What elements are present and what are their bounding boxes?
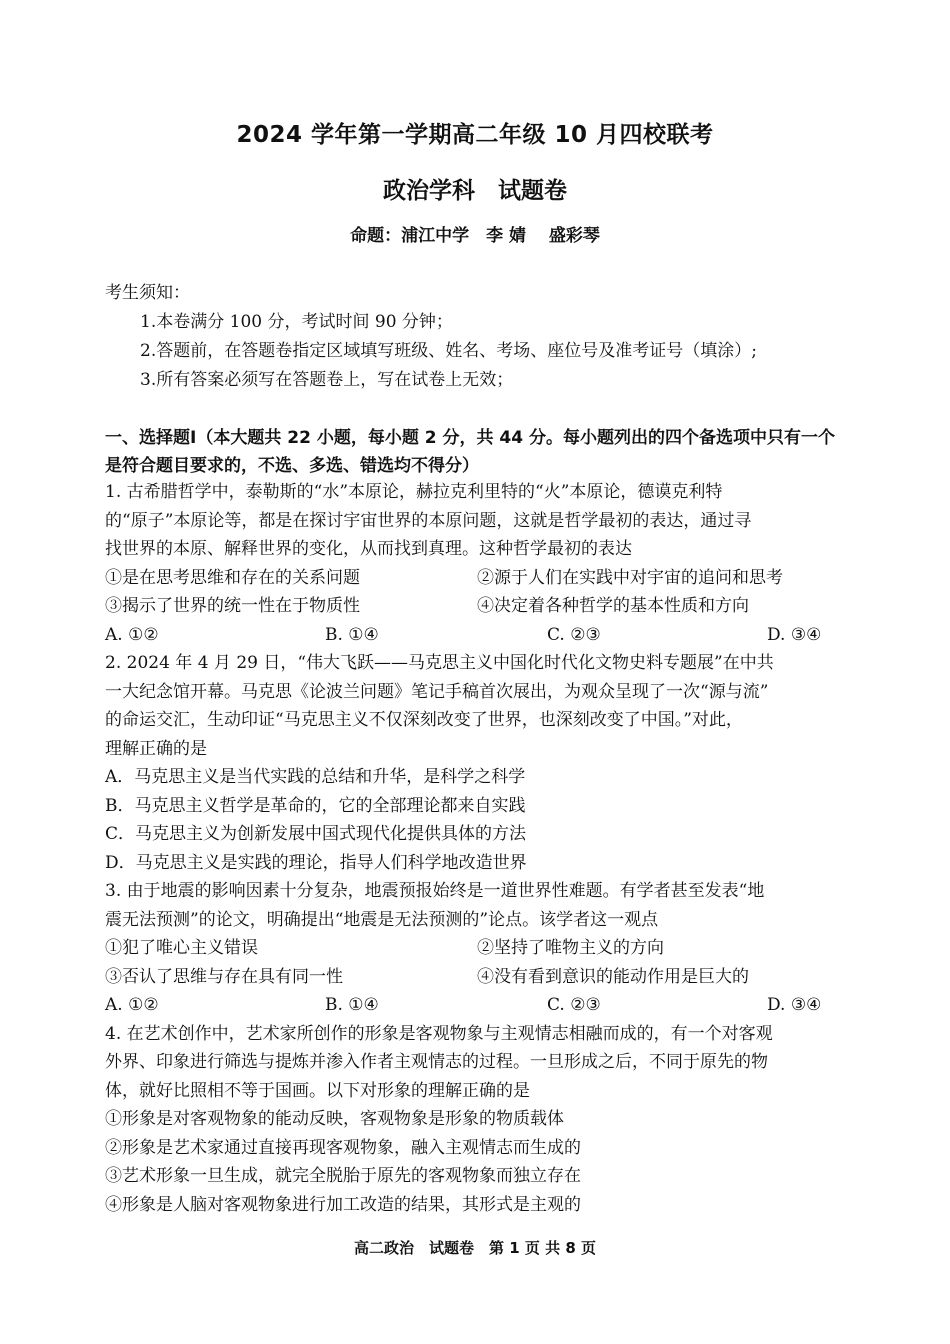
notice-heading: 考生须知：	[105, 283, 190, 303]
answer-choice: B. ①④	[325, 624, 379, 645]
statement-item: ④形象是人脑对客观物象进行加工改造的结果，其形式是主观的	[105, 1194, 581, 1215]
question-text-line: 一大纪念馆开幕。马克思《论波兰问题》笔记手稿首次展出，为观众呈现了一次“源与流”	[105, 681, 769, 702]
statement-item: ④决定着各种哲学的基本性质和方向	[477, 596, 749, 616]
statement-item: ③否认了思维与存在具有同一性	[105, 966, 343, 987]
answer-choice: A. ①②	[105, 995, 159, 1015]
page-footer: 高二政治 试题卷 第 1 页 共 8 页	[354, 1239, 596, 1257]
question-text-line: 3. 由于地震的影响因素十分复杂，地震预报始终是一道世界性难题。有学者甚至发表“地	[105, 881, 765, 901]
question-text-line: 震无法预测”的论文，明确提出“地震是无法预测的”论点。该学者这一观点	[105, 909, 659, 930]
statement-item: ②形象是艺术家通过直接再现客观物象，融入主观情志而生成的	[105, 1137, 581, 1158]
notice-item: 3.所有答案必须写在答题卷上，写在试卷上无效；	[140, 370, 514, 390]
answer-choice: D．马克思主义是实践的理论，指导人们科学地改造世界	[105, 852, 527, 873]
question-4	[105, 1020, 845, 1220]
statement-item: ②源于人们在实践中对宇宙的追问和思考	[477, 567, 783, 588]
answer-choice: B．马克思主义哲学是革命的，它的全部理论都来自实践	[105, 795, 526, 816]
notice-item: 2.答题前，在答题卷指定区域填写班级、姓名、考场、座位号及准考证号（填涂）;	[140, 341, 757, 361]
question-area	[105, 478, 845, 1219]
answer-choice: C. ②③	[547, 624, 601, 645]
question-text-line: 找世界的本原、解释世界的变化，从而找到真理。这种哲学最初的表达	[105, 539, 632, 559]
question-text-line: 外界、印象进行筛选与提炼并渗入作者主观情志的过程。一旦形成之后，不同于原先的物	[105, 1052, 768, 1072]
question-text-line: 的命运交汇，生动印证“马克思主义不仅深刻改变了世界，也深刻改变了中国。”对此，	[105, 710, 743, 730]
answer-choice: C．马克思主义为创新发展中国式现代化提供具体的方法	[105, 824, 527, 844]
statement-item: ①犯了唯心主义错误	[105, 938, 258, 958]
answer-choice: D. ③④	[767, 995, 822, 1015]
question-text-line: 4. 在艺术创作中，艺术家所创作的形象是客观物象与主观情志相融而成的，有一个对客观	[105, 1023, 773, 1044]
question-text-line: 2. 2024 年 4 月 29 日，“伟大飞跃——马克思主义中国化时代化文物史料专题展”在中共	[105, 653, 774, 673]
answer-choice: B. ①④	[325, 995, 379, 1015]
question-text-line: 理解正确的是	[105, 738, 207, 759]
exam-subtitle: 政治学科 试题卷	[383, 178, 567, 204]
statement-item: ②坚持了唯物主义的方向	[477, 938, 664, 958]
question-text-line: 1. 古希腊哲学中，泰勒斯的“水”本原论，赫拉克利里特的“火”本原论，德谟克利特	[105, 482, 723, 502]
statement-item: ④没有看到意识的能动作用是巨大的	[477, 966, 749, 987]
exam-authors: 命题：浦江中学 李 婧 盛彩琴	[350, 226, 600, 246]
question-2	[105, 649, 845, 877]
statement-item: ③揭示了世界的统一性在于物质性	[105, 596, 360, 616]
statement-item: ①是在思考思维和存在的关系问题	[105, 567, 360, 588]
section-heading: 一、选择题Ⅰ（本大题共 22 小题，每小题 2 分，共 44 分。每小题列出的四个备选项中只有一个是符合题目要求的，不选、多选、错选均不得分）	[105, 428, 835, 476]
statement-item: ①形象是对客观物象的能动反映，客观物象是形象的物质载体	[105, 1109, 564, 1129]
question-text-line: 体，就好比照相不等于国画。以下对形象的理解正确的是	[105, 1080, 530, 1101]
question-1	[105, 478, 845, 649]
answer-choice: A．马克思主义是当代实践的总结和升华，是科学之科学	[105, 767, 526, 787]
answer-choice: C. ②③	[547, 995, 601, 1015]
question-3	[105, 877, 845, 1020]
question-text-line: 的“原子”本原论等，都是在探讨宇宙世界的本原问题，这就是哲学最初的表达，通过寻	[105, 510, 752, 531]
notice-item: 1.本卷满分 100 分，考试时间 90 分钟；	[140, 312, 453, 332]
answer-choice: D. ③④	[767, 624, 822, 645]
exam-title: 2024 学年第一学期高二年级 10 月四校联考	[236, 122, 714, 148]
answer-choice: A. ①②	[105, 624, 159, 645]
statement-item: ③艺术形象一旦生成，就完全脱胎于原先的客观物象而独立存在	[105, 1166, 581, 1186]
